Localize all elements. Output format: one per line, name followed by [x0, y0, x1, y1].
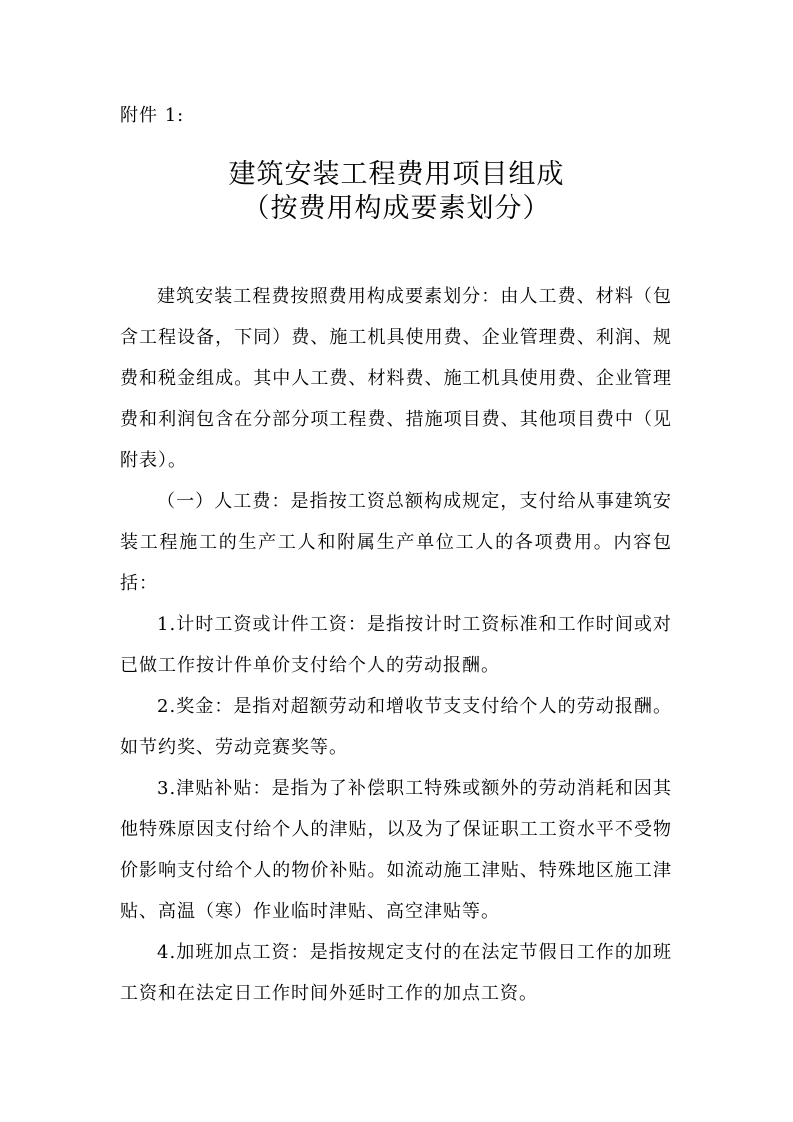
document-body — [120, 276, 672, 1014]
title-line-1: 建筑安装工程费用项目组成 — [228, 159, 565, 190]
title-line-2: （按费用构成要素划分） — [242, 193, 551, 224]
attachment-label: 附件 1: — [120, 105, 185, 126]
paragraph-allowance: 3.津贴补贴：是指为了补偿职工特殊或额外的劳动消耗和因其他特殊原因支付给个人的津贴，以及为了保证职工工资水平不受物价影响支付给个人的物价补贴。如流动施工津贴、特殊地区施工津贴、高温（寒）作业临时津贴、高空津贴等。 — [120, 778, 672, 922]
document-title — [0, 158, 793, 226]
paragraph-bonus: 2.奖金：是指对超额劳动和增收节支支付给个人的劳动报酬。如节约奖、劳动竞赛奖等。 — [120, 696, 672, 758]
paragraph-labor-cost: （一）人工费：是指按工资总额构成规定，支付给从事建筑安装工程施工的生产工人和附属生产单位工人的各项费用。内容包括： — [120, 491, 672, 594]
paragraph-intro: 建筑安装工程费按照费用构成要素划分：由人工费、材料（包含工程设备，下同）费、施工机具使用费、企业管理费、利润、规费和税金组成。其中人工费、材料费、施工机具使用费、企业管理费和利润包含在分部分项工程费、措施项目费、其他项目费中（见附表）。 — [120, 286, 672, 471]
paragraph-overtime-wage: 4.加班加点工资：是指按规定支付的在法定节假日工作的加班工资和在法定日工作时间外延时工作的加点工资。 — [120, 942, 672, 1004]
paragraph-time-wage: 1.计时工资或计件工资：是指按计时工资标准和工作时间或对已做工作按计件单价支付给个人的劳动报酬。 — [120, 614, 672, 676]
